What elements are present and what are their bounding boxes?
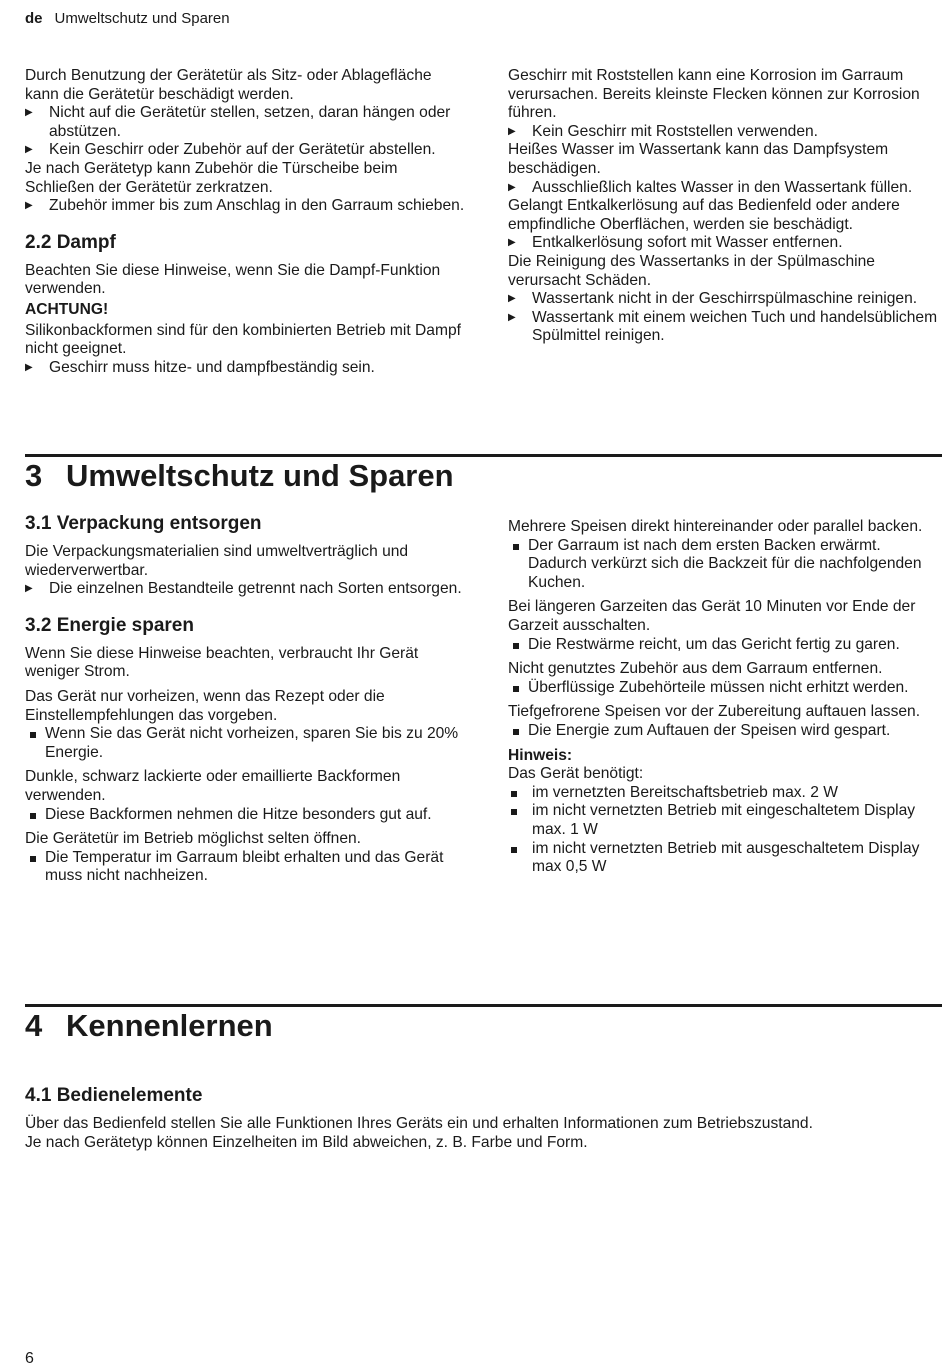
paragraph: Wenn Sie diese Hinweise beachten, verbraucht Ihr Gerät weniger Strom. xyxy=(25,644,419,681)
section-heading: 4.1 Bedienelemente xyxy=(25,1085,203,1106)
list-item: Die Temperatur im Garraum bleibt erhalten und das Gerät muss nicht nachheizen. xyxy=(25,849,465,886)
paragraph: Das Gerät benötigt: xyxy=(508,765,644,783)
chapter-heading: 4 Kennenlernen xyxy=(25,1008,273,1043)
square-bullet-icon xyxy=(25,849,45,862)
section-heading: 3.1 Verpackung entsorgen xyxy=(25,513,262,534)
triangle-bullet-icon: ▶ xyxy=(508,311,516,323)
page-number: 6 xyxy=(25,1350,34,1367)
paragraph: Heißes Wasser im Wassertank kann das Dampfsystem beschädigen. xyxy=(508,141,889,177)
square-bullet-icon xyxy=(508,537,528,550)
list-item: Die Energie zum Auftauen der Speisen wird gespart. xyxy=(508,722,940,741)
list-item: ▶ Ausschließlich kaltes Wasser in den Wassertank füllen. xyxy=(508,178,913,196)
square-bullet-icon xyxy=(508,802,532,815)
paragraph: Über das Bedienfeld stellen Sie alle Funktionen Ihres Geräts ein und erhalten Informationen zum Betriebszustand. xyxy=(25,1115,813,1132)
paragraph: Mehrere Speisen direkt hintereinander oder parallel backen. xyxy=(508,518,923,535)
top-left-column xyxy=(25,67,465,377)
list-item: Die Restwärme reicht, um das Gericht fertig zu garen. xyxy=(508,636,940,655)
section-divider xyxy=(25,1004,942,1007)
top-right-column xyxy=(508,67,940,346)
triangle-bullet-icon: ▶ xyxy=(25,200,33,212)
list-item: Diese Backformen nehmen die Hitze besonders gut auf. xyxy=(25,806,465,825)
square-bullet-icon xyxy=(508,636,528,649)
paragraph: Durch Benutzung der Gerätetür als Sitz- oder Ablagefläche kann die Gerätetür beschädigt werden. xyxy=(25,67,432,103)
list-item: im vernetzten Bereitschaftsbetrieb max. 2 W xyxy=(508,784,940,803)
paragraph: Silikonbackformen sind für den kombinierten Betrieb mit Dampf nicht geeignet. xyxy=(25,321,461,358)
triangle-bullet-icon: ▶ xyxy=(508,237,516,249)
paragraph: Das Gerät nur vorheizen, wenn das Rezept oder die Einstellempfehlungen das vorgeben. xyxy=(25,687,385,724)
language-code: de xyxy=(25,10,43,27)
paragraph: Die Gerätetür im Betrieb möglichst selten öffnen. xyxy=(25,830,362,848)
paragraph: Beachten Sie diese Hinweise, wenn Sie die Dampf-Funktion verwenden. xyxy=(25,261,441,298)
square-bullet-icon xyxy=(508,679,528,692)
paragraph: Je nach Gerätetyp kann Zubehör die Türscheibe beim Schließen der Gerätetür zerkratzen. xyxy=(25,159,398,196)
list-item: Überflüssige Zubehörteile müssen nicht erhitzt werden. xyxy=(508,679,940,698)
list-item: ▶ Wassertank nicht in der Geschirrspülmaschine reinigen. xyxy=(508,290,918,308)
list-item: ▶ Zubehör immer bis zum Anschlag in den Garraum schieben. xyxy=(25,197,465,215)
square-bullet-icon xyxy=(508,784,532,797)
paragraph: Bei längeren Garzeiten das Gerät 10 Minuten vor Ende der Garzeit ausschalten. xyxy=(508,598,916,634)
square-bullet-icon xyxy=(508,840,532,853)
chapter-heading: 3 Umweltschutz und Sparen xyxy=(25,458,454,493)
list-item: ▶ Wassertank mit einem weichen Tuch und handelsüblichem Spülmittel reinigen. xyxy=(508,308,938,345)
list-item: ▶ Nicht auf die Gerätetür stellen, setzen, daran hängen oder abstützen. xyxy=(25,104,451,140)
section-heading: 3.2 Energie sparen xyxy=(25,614,194,636)
paragraph: Je nach Gerätetyp können Einzelheiten im Bild abweichen, z. B. Farbe und Form. xyxy=(25,1133,588,1151)
triangle-bullet-icon: ▶ xyxy=(25,583,33,595)
running-header xyxy=(25,9,230,29)
section3-left-column xyxy=(25,513,465,886)
square-bullet-icon xyxy=(508,722,528,735)
list-item: ▶ Kein Geschirr mit Roststellen verwenden. xyxy=(508,122,819,140)
list-item: Wenn Sie das Gerät nicht vorheizen, sparen Sie bis zu 20% Energie. xyxy=(25,725,465,762)
triangle-bullet-icon: ▶ xyxy=(25,107,33,119)
list-item: ▶ Kein Geschirr oder Zubehör auf der Gerätetür abstellen. xyxy=(25,141,436,159)
triangle-bullet-icon: ▶ xyxy=(25,361,33,373)
warning-label: ACHTUNG! xyxy=(25,300,109,318)
list-item: ▶ Entkalkerlösung sofort mit Wasser entfernen. xyxy=(508,234,843,252)
list-item: im nicht vernetzten Betrieb mit ausgeschaltetem Display max 0,5 W xyxy=(508,840,940,877)
triangle-bullet-icon: ▶ xyxy=(508,181,516,193)
triangle-bullet-icon: ▶ xyxy=(508,125,516,137)
paragraph: Nicht genutztes Zubehör aus dem Garraum entfernen. xyxy=(508,660,883,678)
paragraph: Die Reinigung des Wassertanks in der Spülmaschine verursacht Schäden. xyxy=(508,252,875,289)
list-item: ▶ Geschirr muss hitze- und dampfbeständig sein. xyxy=(25,358,375,376)
list-item: Der Garraum ist nach dem ersten Backen erwärmt. Dadurch verkürzt sich die Backzeit für die nachfolgenden Kuchen. xyxy=(508,537,940,593)
paragraph: Tiefgefrorene Speisen vor der Zubereitung auftauen lassen. xyxy=(508,703,921,721)
paragraph: Dunkle, schwarz lackierte oder emaillierte Backformen verwenden. xyxy=(25,768,401,804)
square-bullet-icon xyxy=(25,806,45,819)
paragraph: Geschirr mit Roststellen kann eine Korrosion im Garraum verursachen. Bereits kleinste Flecken können zur Korrosion führen. xyxy=(508,67,920,122)
paragraph: Die Verpackungsmaterialien sind umweltverträglich und wiederverwertbar. xyxy=(25,543,409,579)
header-title: Umweltschutz und Sparen xyxy=(54,10,230,27)
square-bullet-icon xyxy=(25,725,45,738)
triangle-bullet-icon: ▶ xyxy=(25,144,33,156)
triangle-bullet-icon: ▶ xyxy=(508,293,516,305)
section3-right-column xyxy=(508,518,940,877)
list-item: ▶ Die einzelnen Bestandteile getrennt nach Sorten entsorgen. xyxy=(25,580,462,598)
section4-content xyxy=(25,1085,940,1152)
paragraph: Gelangt Entkalkerlösung auf das Bedienfeld oder andere empfindliche Oberflächen, werden sie beschädigt. xyxy=(508,197,900,233)
list-item: im nicht vernetzten Betrieb mit eingeschaltetem Display max. 1 W xyxy=(508,802,940,839)
section-heading: 2.2 Dampf xyxy=(25,231,116,253)
note-label: Hinweis: xyxy=(508,746,573,764)
section-divider xyxy=(25,454,942,457)
